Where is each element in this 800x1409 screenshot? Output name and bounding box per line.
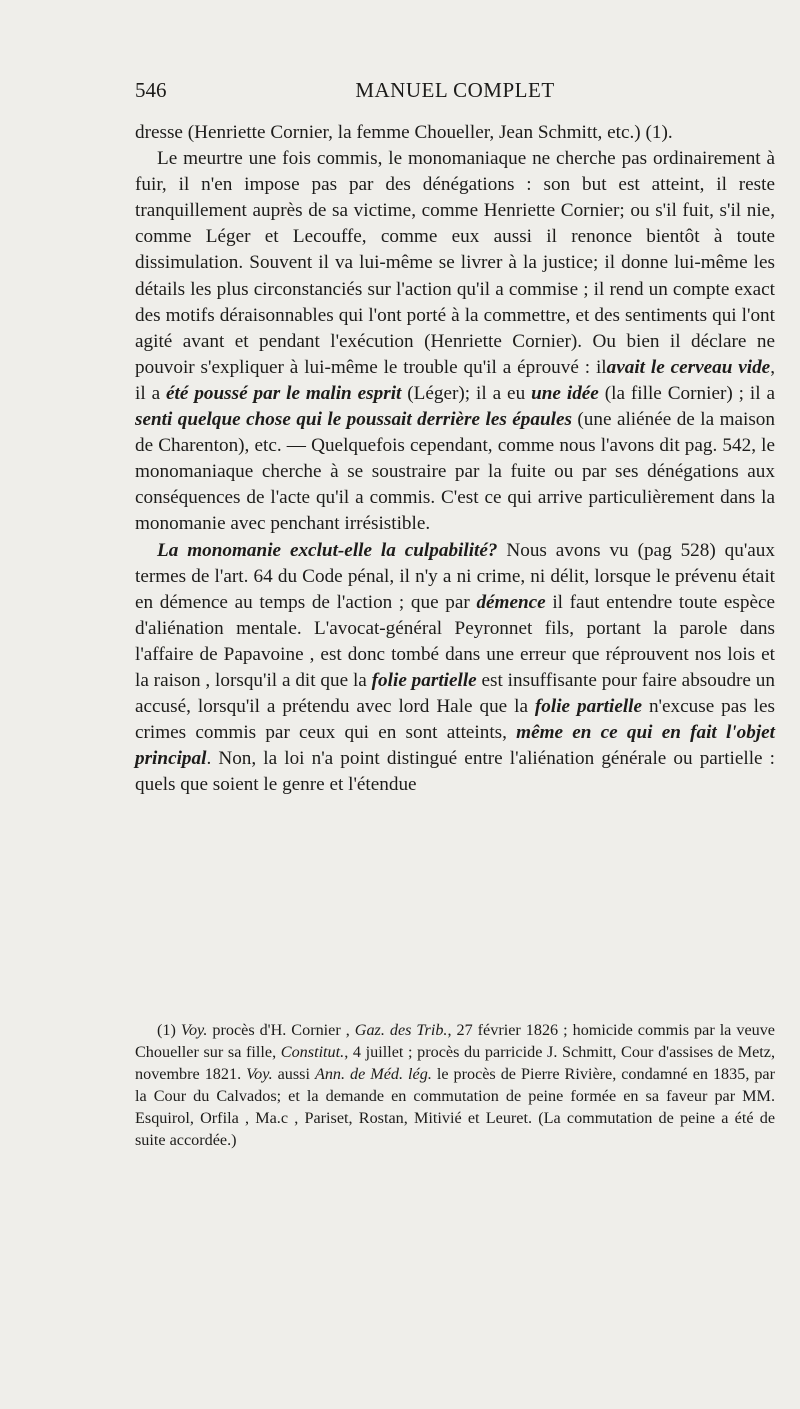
emphasis: avait le cerveau vide — [606, 356, 771, 378]
section-question: La monomanie exclut-elle la culpabilité? — [157, 539, 498, 561]
emphasis: été poussé par le malin esprit — [166, 382, 402, 404]
page-number: 546 — [135, 78, 167, 102]
paragraph-murder-behavior: Le meurtre une fois commis, le monomaniaque ne cherche pas ordinairement à fuir, il n'en impose pas par des dénégations : son but est atteint, il reste tranquillement auprès de sa victime, comme Henriette Cornier; ou s'il fuit, s'il nie, comme Léger et Lecouffe, comme eux aussi il renonce bientôt à toute dissimulation. Souvent il va lui-même se livrer à la justice; il donne lui-même les détails les plus circonstanciés sur l'action qu'il a commise ; il rend un compte exact des motifs déraisonnables qui l'ont porté à la commettre, et des sentiments qui l'ont agité avant et pendant l'exécution (Henriette Cornier). Ou bien il déclare ne pouvoir s'expliquer à lui-même le trouble qu'il a éprouvé : ilavait le cerveau vide, il a été poussé par le malin esprit (Léger); il a eu une idée (la fille Cornier) ; il a senti quelque chose qui le poussait derrière les épaules (une aliénée de la maison de Charenton), etc. — Quelquefois cependant, comme nous l'avons dit pag. 542, le monomaniaque cherche à se soustraire par la fuite ou par ses dénégations aux conséquences de l'acte qu'il a commis. C'est ce qui arrive particulièrement dans la monomanie avec penchant irrésistible. — [135, 148, 776, 535]
main-text — [135, 120, 775, 798]
emphasis: démence — [476, 591, 546, 613]
page-header — [135, 78, 775, 108]
footnote — [135, 1019, 775, 1151]
emphasis: une idée — [531, 382, 599, 404]
emphasis: même en ce qui en fait l'objet principal — [135, 722, 776, 770]
emphasis: senti quelque chose qui le poussait derrière les épaules — [135, 409, 572, 431]
paragraph-culpability: La monomanie exclut-elle la culpabilité? Nous avons vu (pag 528) qu'aux termes de l'art. 64 du Code pénal, il n'y a ni crime, ni délit, lorsque le prévenu était en démence au temps de l'action ; que par démence il faut entendre toute espèce d'aliénation mentale. L'avocat-général Peyronnet fils, portant la parole dans l'affaire de Papavoine , est donc tombé dans une erreur que réprouvent nos lois et la raison , lorsqu'il a dit que la folie partielle est insuffisante pour faire absoudre un accusé, lorsqu'il a prétendu avec lord Hale que la folie partielle n'excuse pas les crimes commis par ceux qui en sont atteints, même en ce qui en fait l'objet principal. Non, la loi n'a point distingué entre l'aliénation générale ou partielle : quels que soient le genre et l'étendue — [135, 539, 776, 796]
emphasis: folie partielle — [534, 696, 643, 718]
paragraph-continuation: dresse (Henriette Cornier, la femme Choueller, Jean Schmitt, etc.) (1). — [135, 122, 673, 143]
emphasis: folie partielle — [371, 669, 477, 691]
footnote-1: (1) Voy. procès d'H. Cornier , Gaz. des Trib., 27 février 1826 ; homicide commis par la veuve Choueller sur sa fille, Constitut., 4 juillet ; procès du parricide J. Schmitt, Cour d'assises de Metz, novembre 1821. Voy. aussi Ann. de Méd. lég. le procès de Pierre Rivière, condamné en 1835, par la Cour du Calvados; et la demande en commutation de peine formée en sa faveur par MM. Esquirol, Orfila , Ma.c , Pariset, Rostan, Mitivié et Leuret. (La commutation de peine a été de suite accordée.) — [135, 1021, 776, 1149]
running-title: MANUEL COMPLET — [355, 78, 555, 102]
